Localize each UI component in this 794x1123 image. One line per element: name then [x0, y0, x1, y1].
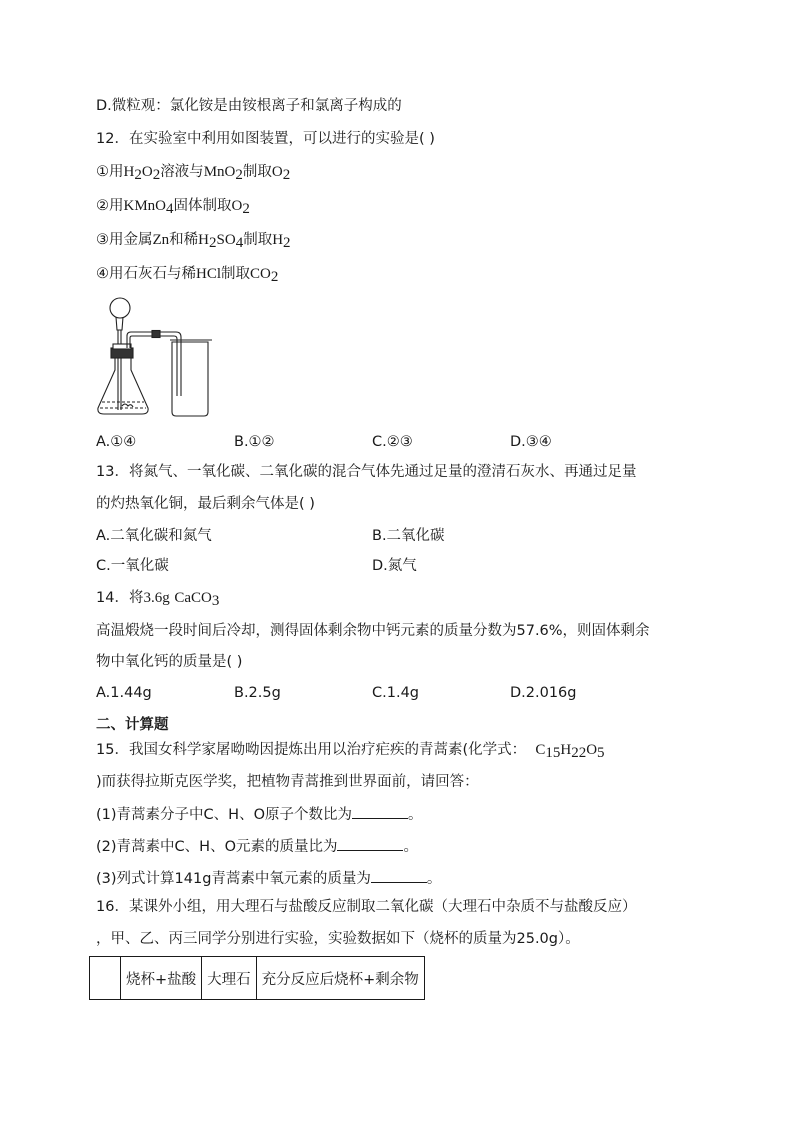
q14-stem-line2: 高温煅烧一段时间后冷却，测得固体剩余物中钙元素的质量分数为57.6%，则固体剩余: [96, 623, 650, 639]
q12-option-b: B.①②: [234, 434, 275, 450]
q15-part-2: (2)青蒿素中C、H、O元素的质量比为 。: [96, 839, 418, 855]
q13-stem-line1: 13．将氮气、一氧化碳、二氧化碳的混合气体先通过足量的澄清石灰水、再通过足量: [96, 464, 637, 480]
answer-blank[interactable]: [337, 837, 403, 851]
q14-option-a: A.1.44g: [96, 685, 152, 701]
table-header-row: [90, 957, 425, 1000]
q13-option-b: B.二氧化碳: [372, 528, 445, 544]
q12-stem: 12．在实验室中利用如图装置，可以进行的实验是( ): [96, 131, 435, 147]
q13-option-d: D.氮气: [372, 558, 417, 574]
table-header-cell: 烧杯+盐酸: [121, 957, 202, 1000]
q15-stem-line2: )而获得拉斯克医学奖，把植物青蒿推到世界面前，请回答：: [96, 774, 479, 790]
q15-part-1: (1)青蒿素分子中C、H、O原子个数比为 。: [96, 807, 423, 823]
answer-blank[interactable]: [352, 805, 408, 819]
answer-blank[interactable]: [371, 869, 427, 883]
q13-option-c: C.一氧化碳: [96, 558, 169, 574]
q14-option-b: B.2.5g: [234, 685, 281, 701]
q16-stem-line1: 16．某课外小组，用大理石与盐酸反应制取二氧化碳（大理石中杂质不与盐酸反应）: [96, 899, 637, 915]
q13-stem-line2: 的灼热氧化铜，最后剩余气体是( ): [96, 496, 315, 512]
q14-stem-line1: 14．将3.6g CaCO$_3$: [96, 590, 220, 609]
q12-item-1: ①用$H_2O_2$溶液与MnO$_2$制取$O_2$: [96, 164, 291, 183]
q16-stem-line2: ，甲、乙、丙三同学分别进行实验，实验数据如下（烧杯的质量为25.0g）。: [96, 931, 580, 947]
table-header-cell: 充分反应后烧杯+剩余物: [256, 957, 424, 1000]
q16-data-table: [89, 956, 425, 1000]
q12-option-d: D.③④: [510, 434, 552, 450]
section-title-calculation: 二、计算题: [96, 717, 169, 733]
q12-item-4: ④用石灰石与稀HCl制取$CO_2$: [96, 266, 279, 285]
q11-option-d: D.微粒观：氯化铵是由铵根离子和氯离子构成的: [96, 98, 402, 114]
q12-option-a: A.①④: [96, 434, 137, 450]
q12-option-c: C.②③: [372, 434, 413, 450]
q14-stem-line3: 物中氧化钙的质量是( ): [96, 654, 243, 670]
q14-option-c: C.1.4g: [372, 685, 419, 701]
q12-item-2: ②用KMnO$_4$固体制取$O_2$: [96, 198, 250, 217]
q12-item-3: ③用金属Zn和稀$H_2SO_4$制取$H_2$: [96, 232, 291, 251]
q14-option-d: D.2.016g: [510, 685, 577, 701]
q13-option-a: A.二氧化碳和氮气: [96, 528, 212, 544]
gas-generation-apparatus-figure: [94, 296, 218, 422]
table-header-cell: 大理石: [202, 957, 257, 1000]
q15-part-3: (3)列式计算141g青蒿素中氧元素的质量为 。: [96, 871, 442, 887]
q15-stem-line1: 15．我国女科学家屠呦呦因提炼出用以治疗疟疾的青蒿素(化学式： $C_{15}H_{22}O_5$: [96, 742, 605, 761]
table-header-cell: [90, 957, 121, 1000]
